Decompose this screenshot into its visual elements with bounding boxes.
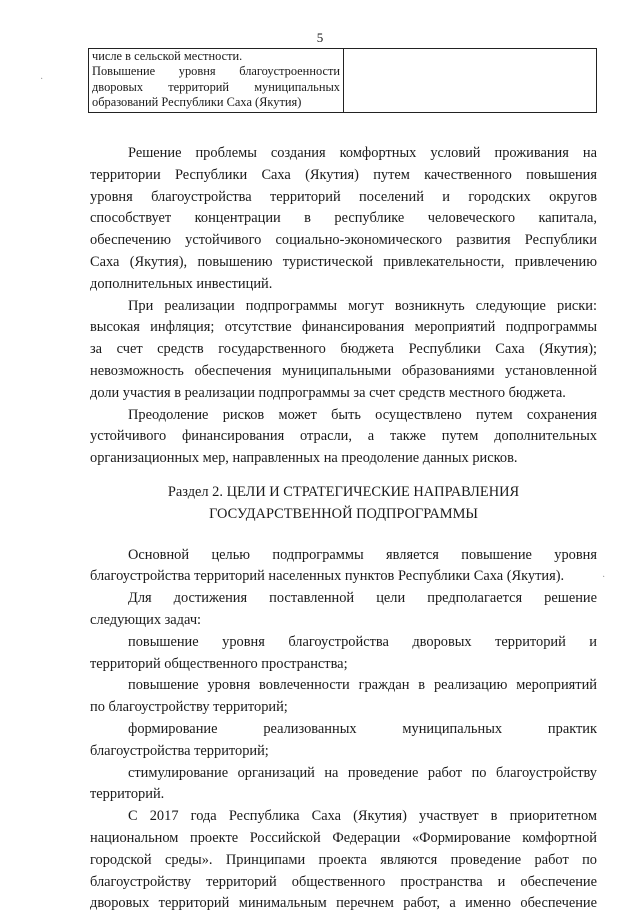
paragraph-line: Основной целью подпрограммы является повышение уровня [128, 546, 597, 563]
task-item [90, 675, 597, 719]
paragraph-tasks-intro [90, 588, 597, 632]
table-cell-empty [344, 49, 597, 113]
section-heading-line: Раздел 2. ЦЕЛИ И СТРАТЕГИЧЕСКИЕ НАПРАВЛЕНИЯ [167, 483, 520, 500]
paragraph-line: формирование реализованных муниципальных практик [128, 720, 597, 737]
paragraph-problem-solution [90, 143, 597, 296]
paragraph-line: территорий. [90, 786, 165, 803]
paragraph-risk-mitigation [90, 405, 597, 470]
paragraph-line: высокая инфляция; отсутствие финансирования мероприятий подпрограммы [90, 319, 597, 336]
paragraph-line: благоустройству территорий общественного пространства и обеспечение [90, 873, 597, 890]
paragraph-risks [90, 296, 597, 405]
table-cell-line: образований Республики Саха (Якутия) [92, 94, 302, 109]
table-cell-description [89, 49, 344, 113]
section-heading-line: ГОСУДАРСТВЕННОЙ ПОДПРОГРАММЫ [209, 505, 478, 522]
paragraph-line: городской среды». Принципами проекта являются проведение работ по [90, 851, 597, 868]
paragraph-line: дворовых территорий минимальным перечнем работ, а именно обеспечение [90, 895, 597, 912]
paragraph-line: территории Республики Саха (Якутия) путем качественного повышения [90, 166, 597, 183]
paragraph-main-goal [90, 545, 597, 589]
document-body [90, 143, 597, 915]
table-cell-line: числе в сельской местности. [92, 49, 243, 63]
continuation-table [88, 48, 597, 113]
paragraph-line: Саха (Якутия), повышению туристической привлекательности, привлечению [90, 253, 597, 270]
paragraph-line: повышение уровня вовлеченности граждан в реализацию мероприятий [128, 677, 597, 694]
paragraph-line: Решение проблемы создания комфортных условий проживания на [128, 145, 597, 161]
paragraph-line: С 2017 года Республика Саха (Якутия) участвует в приоритетном [128, 808, 597, 825]
paragraph-line: повышение уровня благоустройства дворовых территорий и [128, 633, 597, 650]
table-cell-line: Повышение уровня благоустроенности [92, 64, 340, 79]
table-cell-line: дворовых территорий муниципальных [92, 79, 340, 94]
paragraph-line: обеспечению устойчивого социально-экономического развития Республики [90, 232, 597, 249]
paragraph-national-project [90, 806, 597, 915]
paragraph-line: территорий общественного пространства; [90, 655, 348, 672]
section-heading [90, 482, 597, 526]
paragraph-line: благоустройства территорий; [90, 742, 269, 759]
task-item [90, 632, 597, 676]
paragraph-line: Для достижения поставленной цели предполагается решение [128, 590, 597, 607]
table-row [89, 49, 597, 113]
paragraph-line: благоустройства территорий населенных пунктов Республики Саха (Якутия). [90, 568, 565, 585]
paragraph-line: невозможность обеспечения муниципальными образованиями установленной [90, 362, 597, 379]
paragraph-line: национальном проекте Российской Федерации «Формирование комфортной [90, 829, 597, 846]
scan-speck: · [40, 74, 44, 85]
paragraph-line: При реализации подпрограммы могут возникнуть следующие риски: [128, 297, 597, 314]
task-item [90, 763, 597, 807]
paragraph-line: стимулирование организаций на проведение работ по благоустройству [128, 764, 597, 781]
paragraph-line: следующих задач: [90, 611, 202, 628]
scan-speck: · [602, 572, 606, 583]
page-number: 5 [316, 30, 324, 45]
paragraph-line: Преодоление рисков может быть осуществлено путем сохранения [128, 406, 597, 423]
paragraph-line: устойчивого финансирования отрасли, а также путем дополнительных [90, 428, 597, 445]
paragraph-line: доли участия в реализации подпрограммы за счет средств местного бюджета. [90, 384, 566, 401]
paragraph-line: способствует концентрации в республике человеческого капитала, [90, 210, 597, 227]
paragraph-line: организационных мер, направленных на преодоление данных рисков. [90, 450, 518, 467]
paragraph-line: уровня благоустройства территорий поселений и городских округов [90, 188, 597, 205]
task-item [90, 719, 597, 763]
paragraph-line: дополнительных инвестиций. [90, 275, 273, 292]
paragraph-line: за счет средств государственного бюджета Республики Саха (Якутия); [90, 341, 597, 358]
paragraph-line: по благоустройству территорий; [90, 699, 288, 716]
